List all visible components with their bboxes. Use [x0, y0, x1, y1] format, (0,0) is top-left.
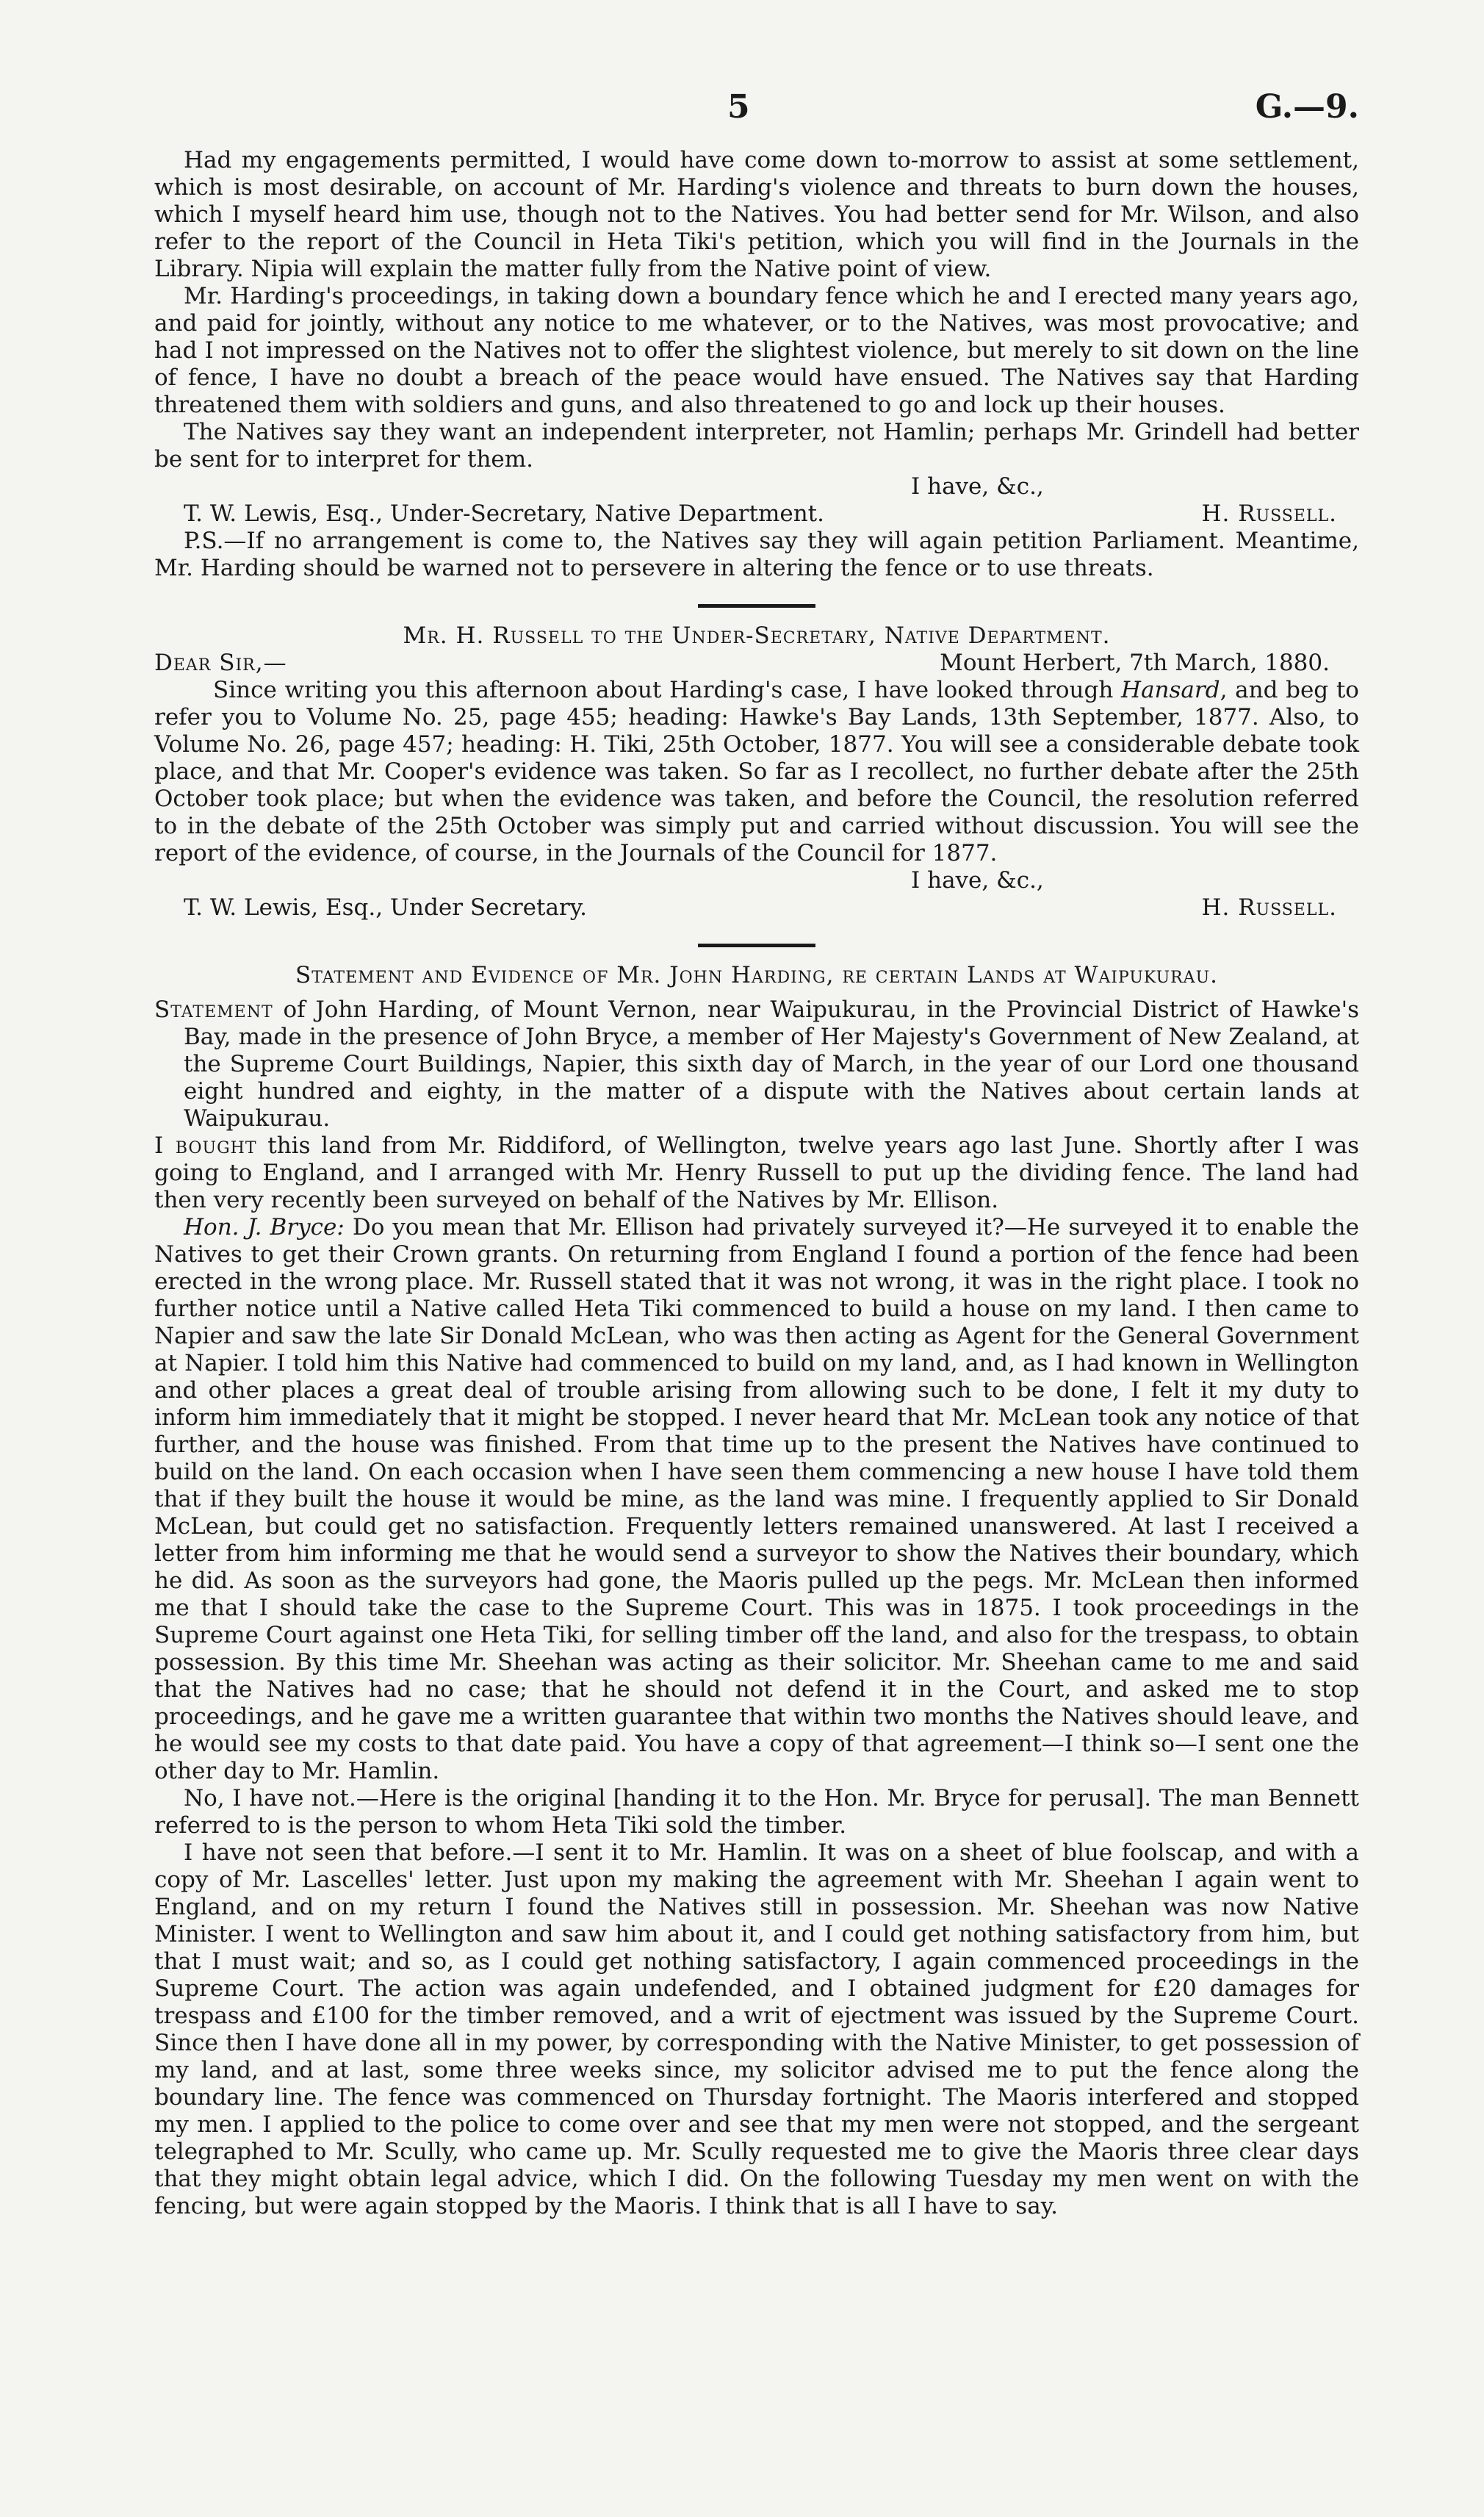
section-divider: [698, 604, 815, 608]
statement-p1-text: this land from Mr. Riddiford, of Wellington, twelve years ago last June. Shortly after I was going to England, and I arranged with Mr. Henry Russell to put up the dividing fence. The land had then very recently been surveyed on behalf of the Natives by Mr. Ellison.: [154, 1132, 1360, 1213]
letter1-addressee-row: [154, 500, 1359, 528]
statement-intro-text: of John Harding, of Mount Vernon, near Waipukurau, in the Provincial District of Hawke's Bay, made in the presence of John Bryce, a member of Her Majesty's Government of New Zealand, at the Supreme Court Buildings, Napier, this sixth day of March, in the year of our Lord one thousand eight hundred and eighty, in the matter of a dispute with the Natives about certain lands at Waipukurau.: [184, 997, 1360, 1132]
letter1-addressee: T. W. Lewis, Esq., Under-Secretary, Native Department.: [184, 500, 824, 527]
letter2-paragraph: [154, 677, 1359, 867]
statement-intro-lead: Statement: [154, 997, 273, 1023]
document-page: [154, 88, 1359, 2220]
letter2-salutation-row: [154, 650, 1359, 677]
letter2-addressee-row: [154, 894, 1359, 922]
hansard-reference: Hansard: [1121, 677, 1220, 703]
letter1-closing: I have, &c.,: [911, 473, 1044, 500]
page-header: [154, 88, 1359, 147]
page-number: 5: [727, 88, 750, 126]
letter1-paragraph-1: Had my engagements permitted, I would have come down to-morrow to assist at some settlement, which is most desirable, on account of Mr. Harding's violence and threats to burn down the houses, which I myself heard him use, though not to the Natives. You had better send for Mr. Wilson, and also refer to the report of the Council in Heta Tiki's petition, which you will find in the Journals in the Library. Nipia will explain the matter fully from the Native point of view.: [154, 147, 1359, 282]
letter2-paragraph-start: Since writing you this afternoon about Harding's case, I have looked through: [213, 677, 1122, 703]
letter2-paragraph-rest: , and beg to refer you to Volume No. 25, page 455; heading: Hawke's Bay Lands, 13th September, 1877. Also, to Volume No. 26, page 457; heading: H. Tiki, 25th October, 1877. You will see a considerable debate took place, and that Mr. Cooper's evidence was taken. So far as I recollect, no further debate after the 25th October took place; but when the evidence was taken, and before the Council, the resolution referred to in the debate of the 25th October was simply put and carried without discussion. You will see the report of the evidence, of course, in the Journals of the Council for 1877.: [154, 677, 1359, 866]
letter1-paragraph-3: The Natives say they want an independent interpreter, not Hamlin; perhaps Mr. Grindell had better be sent for to interpret for them.: [154, 419, 1359, 473]
statement-paragraph-2: [154, 1214, 1359, 1785]
series-code: G.—9.: [1255, 88, 1359, 126]
statement-intro: [154, 997, 1359, 1132]
statement-title: Statement and Evidence of Mr. John Harding, re certain Lands at Waipukurau.: [295, 962, 1218, 988]
section-divider-2: [698, 944, 815, 947]
letter2-addressee: T. W. Lewis, Esq., Under Secretary.: [184, 894, 587, 921]
letter2-heading: Mr. H. Russell to the Under-Secretary, Native Department.: [403, 622, 1111, 649]
statement-p1-lead: I bought: [154, 1132, 257, 1159]
letter2-salutation: Dear Sir,—: [154, 650, 287, 676]
letter2-place-date: Mount Herbert, 7th March, 1880.: [940, 650, 1330, 676]
statement-paragraph-3: No, I have not.—Here is the original [handing it to the Hon. Mr. Bryce for perusal]. The man Bennett referred to is the person to whom Heta Tiki sold the timber.: [154, 1785, 1359, 1839]
statement-paragraph-4: I have not seen that before.—I sent it to Mr. Hamlin. It was on a sheet of blue foolscap, and with a copy of Mr. Lascelles' letter. Just upon my making the agreement with Mr. Sheehan I again went to England, and on my return I found the Natives still in possession. Mr. Sheehan was now Native Minister. I went to Wellington and saw him about it, and I could get nothing satisfactory from him, but that I must wait; and so, as I could get nothing satisfactory, I again commenced proceedings in the Supreme Court. The action was again undefended, and I obtained judgment for £20 damages for trespass and £100 for the timber removed, and a writ of ejectment was issued by the Supreme Court. Since then I have done all in my power, by corresponding with the Native Minister, to get possession of my land, and at last, some three weeks since, my solicitor advised me to put the fence along the boundary line. The fence was commenced on Thursday fortnight. The Maoris interfered and stopped my men. I applied to the police to come over and see that my men were not stopped, and the sergeant telegraphed to Mr. Scully, who came up. Mr. Scully requested me to give the Maoris three clear days that they might obtain legal advice, which I did. On the following Tuesday my men went on with the fencing, but were again stopped by the Maoris. I think that is all I have to say.: [154, 1839, 1359, 2219]
letter2-signature: H. Russell.: [1201, 894, 1337, 921]
statement-p2-text: Do you mean that Mr. Ellison had privately surveyed it?—He surveyed it to enable the Natives to get their Crown grants. On returning from England I found a portion of the fence had been erected in the wrong place. Mr. Russell stated that it was not wrong, it was in the right place. I took no further notice until a Native called Heta Tiki commenced to build a house on my land. I then came to Napier and saw the late Sir Donald McLean, who was then acting as Agent for the General Government at Napier. I told him this Native had commenced to build on my land, and, as I had known in Wellington and other places a great deal of trouble arising from allowing such to be done, I felt it my duty to inform him immediately that it might be stopped. I never heard that Mr. McLean took any notice of that further, and the house was finished. From that time up to the present the Natives have continued to build on the land. On each occasion when I have seen them commencing a new house I have told them that if they built the house it would be mine, as the land was mine. I frequently applied to Sir Donald McLean, but could get no satisfaction. Frequently letters remained unanswered. At last I received a letter from him informing me that he would send a surveyor to show the Natives their boundary, which he did. As soon as the surveyors had gone, the Maoris pulled up the pegs. Mr. McLean then informed me that I should take the case to the Supreme Court. This was in 1875. I took proceedings in the Supreme Court against one Heta Tiki, for selling timber off the land, and also for the trespass, to obtain possession. By this time Mr. Sheehan was acting as their solicitor. Mr. Sheehan came to me and said that the Natives had no case; that he should not defend it in the Court, and asked me to stop proceedings, and he gave me a written guarantee that within two months the Natives should leave, and he would see my costs to that date paid. You have a copy of that agreement—I think so—I sent one the other day to Mr. Hamlin.: [154, 1214, 1359, 1784]
letter1-paragraph-2: Mr. Harding's proceedings, in taking down a boundary fence which he and I erected many years ago, and paid for jointly, without any notice to me whatever, or to the Natives, was most provocative; and had I not impressed on the Natives not to offer the slightest violence, but merely to sit down on the line of fence, I have no doubt a breach of the peace would have ensued. The Natives say that Harding threatened them with soldiers and guns, and also threatened to go and lock up their houses.: [154, 283, 1359, 418]
speaker-label: Hon. J. Bryce:: [184, 1214, 345, 1240]
statement-paragraph-1: [154, 1132, 1359, 1214]
letter1-signature: H. Russell.: [1201, 500, 1337, 527]
letter1-postscript: P.S.—If no arrangement is come to, the Natives say they will again petition Parliament. Meantime, Mr. Harding should be warned not to persevere in altering the fence or to use threats.: [154, 528, 1359, 581]
letter2-closing: I have, &c.,: [911, 867, 1044, 894]
